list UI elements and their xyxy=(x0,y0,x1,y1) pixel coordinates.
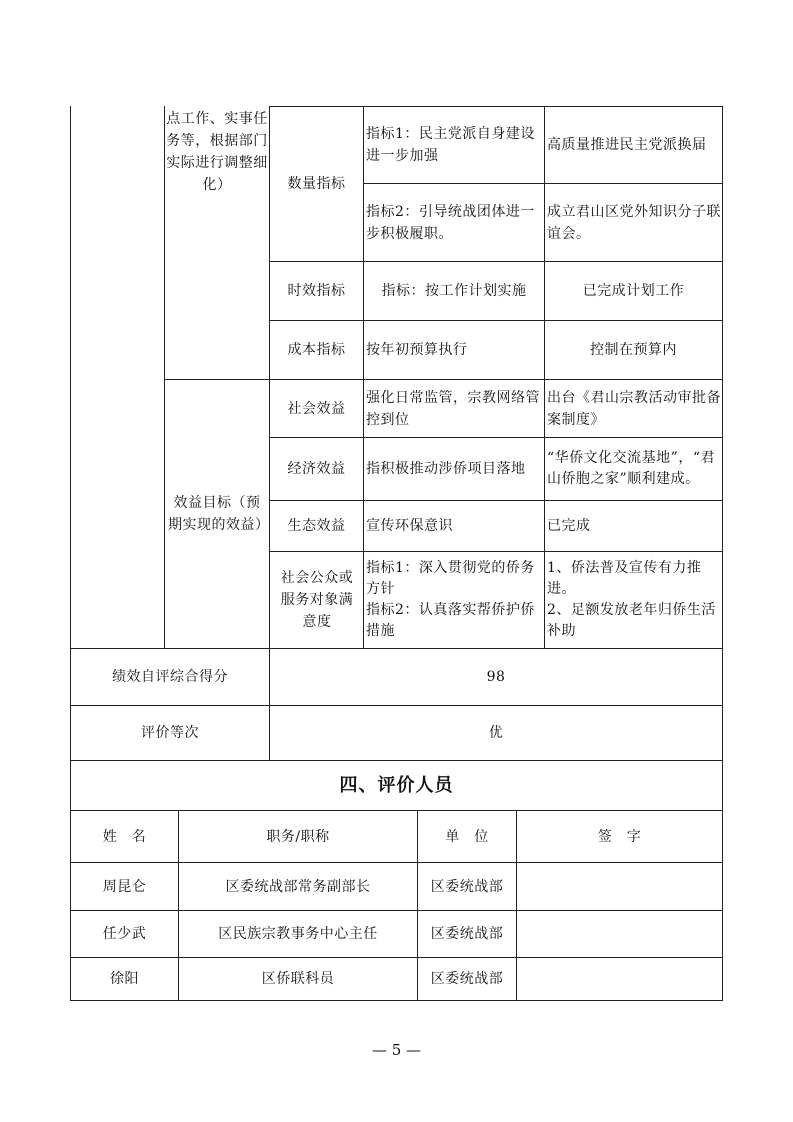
social-indicator: 强化日常监管，宗教网络管控到位 xyxy=(366,389,540,428)
time-result: 已完成计划工作 xyxy=(582,283,685,299)
social-label: 社会效益 xyxy=(287,400,346,417)
category-text: 点工作、实事任务等，根据部门实际进行调整细化） xyxy=(166,111,268,193)
time-indicator-cell xyxy=(364,262,544,320)
evaluators-title: 四、评价人员 xyxy=(339,774,454,796)
grade-label-cell xyxy=(71,706,269,760)
cost-indicator: 按年初预算执行 xyxy=(366,342,468,358)
score-value: 98 xyxy=(486,669,506,685)
time-label-cell xyxy=(270,262,363,320)
quantity-label-cell xyxy=(270,106,363,261)
evaluator-title: 区委统战部常务副部长 xyxy=(225,878,371,895)
header-title xyxy=(179,811,417,862)
table-row-unit xyxy=(418,958,516,1000)
signature-field[interactable] xyxy=(517,958,722,1000)
evaluators-title-cell xyxy=(71,761,722,810)
cost-result-cell xyxy=(545,321,722,379)
satisfaction-indicator-1: 指标1：深入贯彻党的侨务方针 xyxy=(366,560,535,597)
eco-indicator: 宣传环保意识 xyxy=(366,518,453,534)
q2-result: 成立君山区党外知识分子联谊会。 xyxy=(547,203,721,242)
table-border-right xyxy=(722,106,723,1000)
score-label-cell xyxy=(71,649,269,705)
score-label: 绩效自评综合得分 xyxy=(112,669,228,685)
header-sign-text: 签 字 xyxy=(597,828,642,845)
grid-line xyxy=(164,106,165,648)
quantity-label: 数量指标 xyxy=(287,175,346,192)
satisfaction-indicator-2: 指标2：认真落实帮侨护侨措施 xyxy=(366,602,535,639)
table-row-title xyxy=(179,863,417,910)
q1-result-cell xyxy=(545,106,722,183)
social-result-cell xyxy=(545,380,722,437)
satisfaction-label: 社会公众或服务对象满意度 xyxy=(280,570,354,630)
econ-label-cell xyxy=(270,438,363,500)
grid-line xyxy=(70,1000,723,1001)
header-name xyxy=(71,811,178,862)
evaluator-title: 区侨联科员 xyxy=(261,971,335,987)
header-title-text: 职务/职称 xyxy=(266,828,330,845)
benefit-category-text: 效益目标（预期实现的效益） xyxy=(168,495,270,533)
satisfaction-result-2: 2、足额发放老年归侨生活补助 xyxy=(547,602,716,639)
eco-result: 已完成 xyxy=(547,518,591,534)
cost-label-cell xyxy=(270,321,363,379)
satisfaction-indicator-cell xyxy=(364,552,544,648)
evaluator-name: 任少武 xyxy=(102,926,147,942)
grade-value: 优 xyxy=(488,725,504,741)
evaluator-title: 区民族宗教事务中心主任 xyxy=(218,926,378,942)
social-result: 出台《君山宗教活动审批备案制度》 xyxy=(547,389,721,428)
table-row-name xyxy=(71,911,178,957)
table-row-name xyxy=(71,958,178,1000)
header-name-text: 姓 名 xyxy=(102,828,147,845)
q1-indicator: 指标1：民主党派自身建设进一步加强 xyxy=(366,125,535,164)
eco-result-cell xyxy=(545,501,722,551)
evaluator-unit: 区委统战部 xyxy=(430,971,504,987)
cost-label: 成本指标 xyxy=(287,342,346,358)
category-cell-output xyxy=(166,106,268,192)
table-row-title xyxy=(179,958,417,1000)
score-value-cell xyxy=(270,649,722,705)
eco-label-cell xyxy=(270,501,363,551)
header-unit-text: 单 位 xyxy=(445,828,489,845)
table-row-title xyxy=(179,911,417,957)
evaluator-unit: 区委统战部 xyxy=(430,878,504,895)
grade-value-cell xyxy=(270,706,722,760)
eco-indicator-cell xyxy=(364,501,544,551)
evaluator-name: 徐阳 xyxy=(110,971,139,987)
table-row-name xyxy=(71,863,178,910)
q1-result: 高质量推进民主党派换届 xyxy=(547,136,707,153)
header-sign xyxy=(517,811,722,862)
eco-label: 生态效益 xyxy=(287,518,346,534)
econ-label: 经济效益 xyxy=(287,461,346,477)
econ-indicator: 指积极推动涉侨项目落地 xyxy=(366,461,526,477)
satisfaction-result-1: 1、侨法普及宣传有力推进。 xyxy=(547,560,702,597)
table-row-unit xyxy=(418,863,516,910)
social-indicator-cell xyxy=(364,380,544,437)
grade-label: 评价等次 xyxy=(141,725,199,741)
social-label-cell xyxy=(270,380,363,437)
q2-indicator: 指标2：引导统战团体进一步积极履职。 xyxy=(366,203,535,242)
time-indicator: 指标：按工作计划实施 xyxy=(381,283,527,299)
q1-indicator-cell xyxy=(364,106,544,183)
benefit-category-cell xyxy=(168,380,270,648)
cost-indicator-cell xyxy=(364,321,544,379)
header-unit xyxy=(418,811,516,862)
evaluator-name: 周昆仑 xyxy=(102,878,147,895)
time-result-cell xyxy=(545,262,722,320)
econ-indicator-cell xyxy=(364,438,544,500)
q2-indicator-cell xyxy=(364,184,544,261)
signature-field[interactable] xyxy=(517,863,722,910)
econ-result: “华侨文化交流基地”，“君山侨胞之家”顺利建成。 xyxy=(547,450,715,487)
signature-field[interactable] xyxy=(517,911,722,957)
time-label: 时效指标 xyxy=(287,283,346,299)
evaluator-unit: 区委统战部 xyxy=(430,926,504,942)
satisfaction-label-cell xyxy=(274,552,360,648)
cost-result: 控制在预算内 xyxy=(590,342,677,358)
satisfaction-result-cell xyxy=(545,552,722,648)
q2-result-cell xyxy=(545,184,722,261)
page-number: — 5 — xyxy=(371,1041,422,1059)
econ-result-cell xyxy=(545,438,722,500)
table-row-unit xyxy=(418,911,516,957)
